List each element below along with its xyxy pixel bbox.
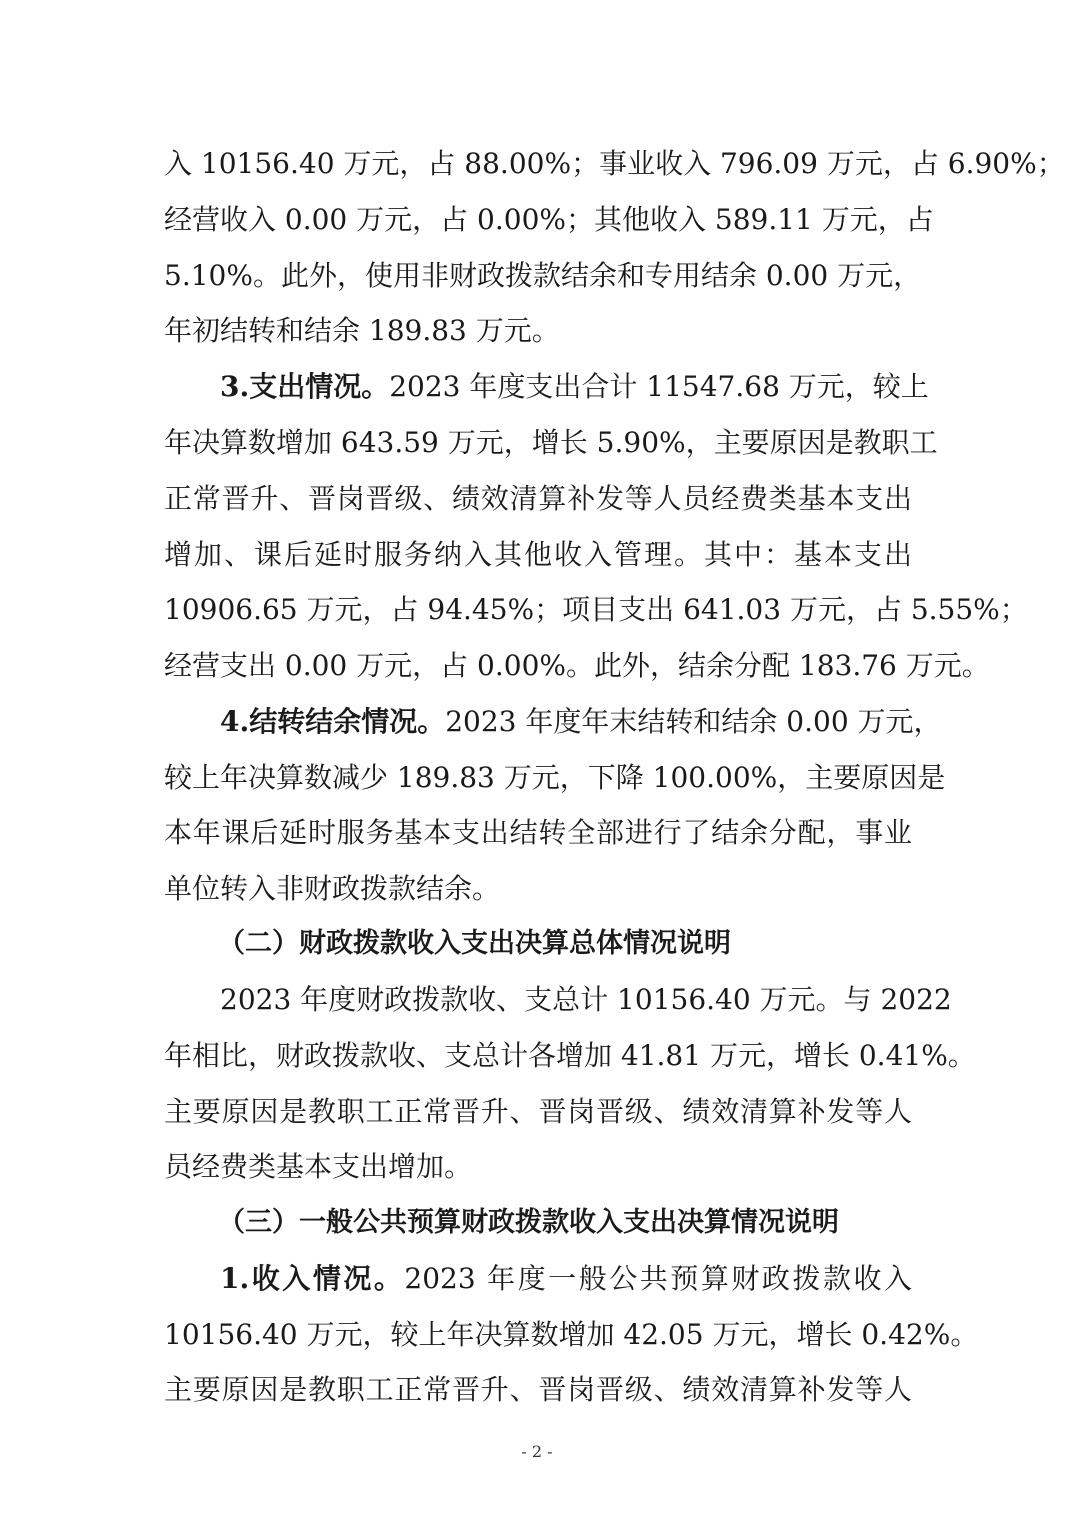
paragraph-line: 5.10%。此外，使用非财政拨款结余和专用结余 0.00 万元， (164, 259, 922, 292)
paragraph-line (220, 1259, 912, 1299)
paragraph-line: 主要原因是教职工正常晋升、晋岗晋级、绩效清算补发等人 (164, 1373, 912, 1406)
paragraph-text: 2023 年度一般公共预算财政拨款收入 (404, 1262, 912, 1295)
paragraph-text: 2023 年度年末结转和结余 0.00 万元， (445, 705, 942, 738)
paragraph-line: 年决算数增加 643.59 万元，增长 5.90%，主要原因是教职工 (164, 426, 938, 459)
paragraph-line: 年相比，财政拨款收、支总计各增加 41.81 万元，增长 0.41%。 (164, 1039, 976, 1072)
section-lead-income: 1.收入情况。 (220, 1262, 405, 1295)
paragraph-line (220, 367, 929, 407)
paragraph-line: 经营支出 0.00 万元，占 0.00%。此外，结余分配 183.76 万元。 (164, 649, 990, 682)
paragraph-line: 经营收入 0.00 万元，占 0.00%；其他收入 589.11 万元，占 (164, 203, 934, 236)
paragraph-line: 主要原因是教职工正常晋升、晋岗晋级、绩效清算补发等人 (164, 1095, 912, 1128)
paragraph-line (220, 702, 942, 742)
paragraph-line: 入 10156.40 万元，占 88.00%；事业收入 796.09 万元，占 6.90%； (164, 147, 1065, 180)
paragraph-line: 本年课后延时服务基本支出结转全部进行了结余分配，事业 (164, 816, 912, 849)
paragraph-line: 较上年决算数减少 189.83 万元，下降 100.00%，主要原因是 (164, 761, 946, 794)
section-heading-fiscal-overview: （二）财政拨款收入支出决算总体情况说明 (218, 928, 731, 959)
paragraph-line: 增加、课后延时服务纳入其他收入管理。其中：基本支出 (164, 538, 912, 571)
paragraph-line: 年初结转和结余 189.83 万元。 (164, 314, 560, 347)
paragraph-line: 单位转入非财政拨款结余。 (164, 872, 501, 905)
paragraph-text: 2023 年度支出合计 11547.68 万元，较上 (389, 370, 929, 403)
paragraph-line: 正常晋升、晋岗晋级、绩效清算补发等人员经费类基本支出 (164, 482, 912, 515)
page-number: - 2 - (521, 1442, 553, 1461)
section-heading-general-budget: （三）一般公共预算财政拨款收入支出决算情况说明 (218, 1207, 839, 1238)
section-lead-carryover: 4.结转结余情况。 (220, 705, 446, 738)
paragraph-line: 10156.40 万元，较上年决算数增加 42.05 万元，增长 0.42%。 (164, 1318, 979, 1351)
paragraph-line: 员经费类基本支出增加。 (164, 1150, 473, 1183)
paragraph-line: 10906.65 万元，占 94.45%；项目支出 641.03 万元，占 5.55%； (164, 593, 1028, 626)
section-lead-expenditure: 3.支出情况。 (220, 370, 390, 403)
paragraph-line: 2023 年度财政拨款收、支总计 10156.40 万元。与 2022 (220, 983, 952, 1016)
